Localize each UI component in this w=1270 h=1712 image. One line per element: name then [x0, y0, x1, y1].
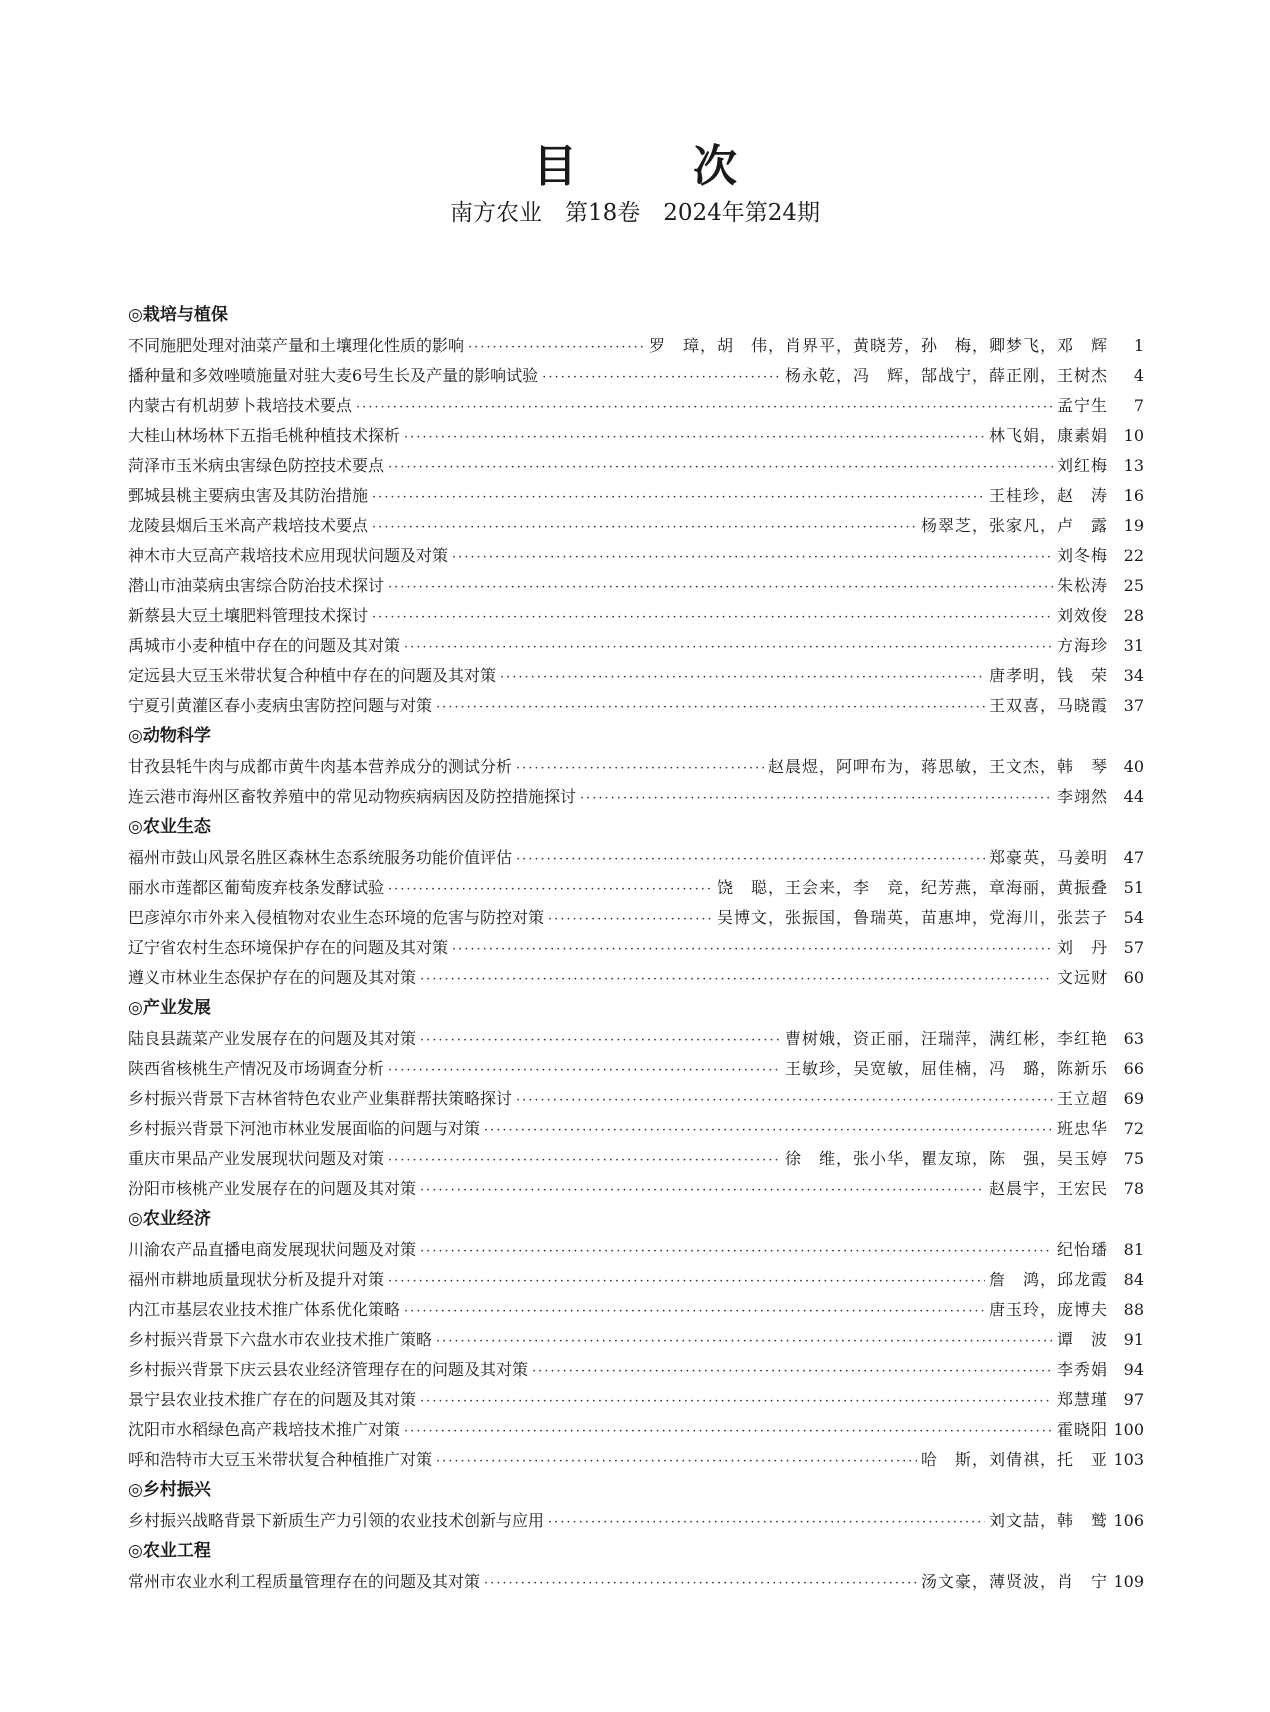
- toc-entry[interactable]: [128, 1174, 1144, 1204]
- article-authors: 唐孝明，钱 荣: [988, 666, 1108, 685]
- page-number: 88: [1123, 1300, 1144, 1319]
- dot-leader: [532, 1357, 1053, 1387]
- article-title: 陕西省核桃生产情况及市场调查分析: [128, 1059, 385, 1078]
- section-heading: ◎农业经济: [128, 1209, 211, 1229]
- page-number: 54: [1123, 908, 1144, 927]
- article-authors: 林飞娟，康素娟: [988, 426, 1108, 445]
- article-title: 甘孜县牦牛肉与成都市黄牛肉基本营养成分的测试分析: [128, 757, 513, 776]
- article-authors: 李秀娟: [1056, 1360, 1108, 1379]
- article-authors: 郑慧瑾: [1056, 1390, 1108, 1409]
- article-authors: 纪怡璠: [1056, 1240, 1108, 1259]
- toc-entry[interactable]: [128, 1325, 1144, 1355]
- toc-entry[interactable]: [128, 1385, 1144, 1415]
- dot-leader: [372, 513, 917, 543]
- page-number: 34: [1123, 666, 1144, 685]
- article-authors: 刘 丹: [1056, 938, 1108, 957]
- page-number: 44: [1123, 787, 1144, 806]
- dot-leader: [372, 603, 1053, 633]
- section-heading: ◎乡村振兴: [128, 1480, 211, 1500]
- dot-leader: [580, 784, 1053, 814]
- article-title: 巴彦淖尔市外来入侵植物对农业生态环境的危害与防控对策: [128, 908, 545, 927]
- dot-leader: [420, 1026, 781, 1056]
- page-number: 97: [1123, 1390, 1144, 1409]
- page-number: 84: [1123, 1270, 1144, 1289]
- page-number: 69: [1123, 1089, 1144, 1108]
- article-authors: 孟宁生: [1056, 396, 1108, 415]
- page-number: 81: [1123, 1240, 1144, 1259]
- article-title: 沈阳市水稻绿色高产栽培技术推广对策: [128, 1420, 401, 1439]
- article-title: 福州市鼓山风景名胜区森林生态系统服务功能价值评估: [128, 848, 513, 867]
- article-title: 菏泽市玉米病虫害绿色防控技术要点: [128, 456, 385, 475]
- dot-leader: [452, 543, 1053, 573]
- toc-entry[interactable]: [128, 963, 1144, 993]
- page-number: 51: [1123, 878, 1144, 897]
- dot-leader: [484, 1569, 917, 1599]
- page-number: 78: [1123, 1179, 1144, 1198]
- page-number: 103: [1113, 1450, 1144, 1469]
- toc-entry[interactable]: [128, 631, 1144, 661]
- article-title: 辽宁省农村生态环境保护存在的问题及其对策: [128, 938, 449, 957]
- article-authors: 王桂珍，赵 涛: [988, 486, 1108, 505]
- toc-entry[interactable]: [128, 541, 1144, 571]
- article-authors: 饶 聪，王会来，李 竞，纪芳燕，章海丽，黄振叠: [716, 878, 1108, 897]
- page-title: 目 次: [533, 141, 773, 192]
- dot-leader: [372, 483, 985, 513]
- section-heading: ◎栽培与植保: [128, 305, 228, 325]
- toc-entry[interactable]: [128, 331, 1144, 361]
- dot-leader: [420, 1387, 1053, 1417]
- article-authors: 李翊然: [1056, 787, 1108, 806]
- article-title: 乡村振兴战略背景下新质生产力引领的农业技术创新与应用: [128, 1511, 545, 1530]
- article-title: 呼和浩特市大豆玉米带状复合种植推广对策: [128, 1450, 433, 1469]
- article-authors: 杨翠芝，张家凡，卢 露: [920, 516, 1108, 535]
- article-authors: 哈 斯，刘倩祺，托 亚: [920, 1450, 1108, 1469]
- article-title: 乡村振兴背景下六盘水市农业技术推广策略: [128, 1330, 433, 1349]
- article-authors: 罗 璋，胡 伟，肖界平，黄晓芳，孙 梅，卿梦飞，邓 辉: [648, 336, 1108, 355]
- dot-leader: [468, 333, 645, 363]
- table-of-contents: [128, 300, 1144, 1597]
- article-title: 新蔡县大豆土壤肥料管理技术探讨: [128, 606, 369, 625]
- page-number: 40: [1123, 757, 1144, 776]
- article-title: 景宁县农业技术推广存在的问题及其对策: [128, 1390, 417, 1409]
- article-authors: 杨永乾，冯 辉，郜战宁，薛正刚，王树杰: [784, 366, 1108, 385]
- dot-leader: [436, 1447, 917, 1477]
- toc-entry[interactable]: [128, 903, 1144, 933]
- toc-entry[interactable]: [128, 661, 1144, 691]
- article-authors: 朱松涛: [1056, 576, 1108, 595]
- article-authors: 刘红梅: [1056, 456, 1108, 475]
- article-title: 福州市耕地质量现状分析及提升对策: [128, 1270, 385, 1289]
- toc-entry[interactable]: [128, 1084, 1144, 1114]
- toc-entry[interactable]: [128, 691, 1144, 721]
- article-title: 汾阳市核桃产业发展存在的问题及其对策: [128, 1179, 417, 1198]
- dot-leader: [404, 1417, 1053, 1447]
- dot-leader: [404, 633, 1053, 663]
- page-number: 16: [1123, 486, 1144, 505]
- page-number: 60: [1123, 968, 1144, 987]
- page-number: 37: [1123, 696, 1144, 715]
- dot-leader: [516, 845, 985, 875]
- article-title: 神木市大豆高产栽培技术应用现状问题及对策: [128, 546, 449, 565]
- toc-entry[interactable]: [128, 843, 1144, 873]
- article-authors: 刘文喆，韩 鹫: [988, 1511, 1108, 1530]
- article-authors: 徐 维，张小华，瞿友琼，陈 强，吴玉婷: [784, 1149, 1108, 1168]
- toc-entry[interactable]: [128, 1415, 1144, 1445]
- article-title: 连云港市海州区畜牧养殖中的常见动物疾病病因及防控措施探讨: [128, 787, 577, 806]
- article-title: 定远县大豆玉米带状复合种植中存在的问题及其对策: [128, 666, 497, 685]
- toc-entry[interactable]: [128, 391, 1144, 421]
- toc-entry[interactable]: [128, 571, 1144, 601]
- dot-leader: [436, 1327, 1053, 1357]
- article-title: 宁夏引黄灌区春小麦病虫害防控问题与对策: [128, 696, 433, 715]
- article-title: 川渝农产品直播电商发展现状问题及对策: [128, 1240, 417, 1259]
- article-authors: 谭 波: [1056, 1330, 1108, 1349]
- article-authors: 曹树娥，资正丽，汪瑞萍，满红彬，李红艳: [784, 1029, 1108, 1048]
- article-title: 禹城市小麦种植中存在的问题及其对策: [128, 636, 401, 655]
- toc-entry[interactable]: [128, 782, 1144, 812]
- toc-entry[interactable]: [128, 601, 1144, 631]
- article-title: 乡村振兴背景下河池市林业发展面临的问题与对策: [128, 1119, 481, 1138]
- article-authors: 汤文豪，薄贤波，肖 宁: [920, 1572, 1108, 1591]
- dot-leader: [548, 1508, 985, 1538]
- toc-entry[interactable]: [128, 1506, 1144, 1536]
- article-title: 重庆市果品产业发展现状问题及对策: [128, 1149, 385, 1168]
- toc-entry[interactable]: [128, 481, 1144, 511]
- article-authors: 刘效俊: [1056, 606, 1108, 625]
- page-number: 75: [1123, 1149, 1144, 1168]
- section-heading: ◎动物科学: [128, 726, 211, 746]
- dot-leader: [356, 393, 1053, 423]
- article-authors: 唐玉玲，庞博夫: [988, 1300, 1108, 1319]
- toc-entry[interactable]: [128, 1114, 1144, 1144]
- page-number: 22: [1123, 546, 1144, 565]
- toc-entry[interactable]: [128, 361, 1144, 391]
- toc-entry[interactable]: [128, 1265, 1144, 1295]
- article-authors: 班忠华: [1056, 1119, 1108, 1138]
- page-number: 91: [1123, 1330, 1144, 1349]
- dot-leader: [420, 965, 1053, 995]
- section-heading: ◎农业生态: [128, 817, 211, 837]
- page-number: 66: [1123, 1059, 1144, 1078]
- toc-entry[interactable]: [128, 1144, 1144, 1174]
- journal-issue-subtitle: 南方农业 第18卷 2024年第24期: [449, 200, 821, 226]
- article-title: 内蒙古有机胡萝卜栽培技术要点: [128, 396, 353, 415]
- toc-entry[interactable]: [128, 1235, 1144, 1265]
- article-authors: 王敏珍，吴宽敏，屈佳楠，冯 璐，陈新乐: [784, 1059, 1108, 1078]
- page-number: 1: [1133, 336, 1144, 355]
- dot-leader: [388, 875, 713, 905]
- article-authors: 王双喜，马晓霞: [988, 696, 1108, 715]
- article-authors: 詹 鸿，邱龙霞: [988, 1270, 1108, 1289]
- dot-leader: [420, 1176, 985, 1206]
- dot-leader: [388, 1267, 985, 1297]
- article-title: 陆良县蔬菜产业发展存在的问题及其对策: [128, 1029, 417, 1048]
- dot-leader: [516, 1086, 1053, 1116]
- dot-leader: [542, 363, 781, 393]
- dot-leader: [548, 905, 713, 935]
- toc-entry[interactable]: [128, 1355, 1144, 1385]
- dot-leader: [388, 1146, 781, 1176]
- article-title: 内江市基层农业技术推广体系优化策略: [128, 1300, 401, 1319]
- article-authors: 霍晓阳: [1056, 1420, 1108, 1439]
- article-authors: 文远财: [1056, 968, 1108, 987]
- dot-leader: [484, 1116, 1053, 1146]
- article-title: 乡村振兴背景下庆云县农业经济管理存在的问题及其对策: [128, 1360, 529, 1379]
- article-title: 遵义市林业生态保护存在的问题及其对策: [128, 968, 417, 987]
- article-authors: 王立超: [1056, 1089, 1108, 1108]
- article-authors: 吴博文，张振国，鲁瑞英，苗惠坤，党海川，张芸子: [716, 908, 1108, 927]
- page-number: 47: [1123, 848, 1144, 867]
- section-heading: ◎农业工程: [128, 1541, 211, 1561]
- dot-leader: [388, 573, 1053, 603]
- toc-entry[interactable]: [128, 451, 1144, 481]
- dot-leader: [404, 423, 985, 453]
- article-title: 播种量和多效唑喷施量对驻大麦6号生长及产量的影响试验: [128, 366, 539, 385]
- toc-entry[interactable]: [128, 1024, 1144, 1054]
- dot-leader: [388, 453, 1053, 483]
- dot-leader: [516, 754, 764, 784]
- dot-leader: [420, 1237, 1053, 1267]
- article-authors: 赵晨煜，阿呷布为，蒋思敏，王文杰，韩 琴: [767, 757, 1108, 776]
- article-authors: 刘冬梅: [1056, 546, 1108, 565]
- toc-entry[interactable]: [128, 421, 1144, 451]
- article-title: 潜山市油菜病虫害综合防治技术探讨: [128, 576, 385, 595]
- page-number: 31: [1123, 636, 1144, 655]
- article-title: 不同施肥处理对油菜产量和土壤理化性质的影响: [128, 336, 465, 355]
- page-number: 57: [1123, 938, 1144, 957]
- page-number: 106: [1113, 1511, 1144, 1530]
- toc-entry[interactable]: [128, 1567, 1144, 1597]
- dot-leader: [404, 1297, 985, 1327]
- page-number: 100: [1113, 1420, 1144, 1439]
- page-number: 7: [1133, 396, 1144, 415]
- page-number: 63: [1123, 1029, 1144, 1048]
- dot-leader: [436, 693, 985, 723]
- toc-entry[interactable]: [128, 752, 1144, 782]
- page-number: 94: [1123, 1360, 1144, 1379]
- article-title: 龙陵县烟后玉米高产栽培技术要点: [128, 516, 369, 535]
- article-authors: 郑豪英，马姜明: [988, 848, 1108, 867]
- page-number: 25: [1123, 576, 1144, 595]
- article-authors: 方海珍: [1056, 636, 1108, 655]
- page-number: 109: [1113, 1572, 1144, 1591]
- toc-entry[interactable]: [128, 1054, 1144, 1084]
- article-title: 丽水市莲都区葡萄废弃枝条发酵试验: [128, 878, 385, 897]
- article-title: 鄄城县桃主要病虫害及其防治措施: [128, 486, 369, 505]
- dot-leader: [452, 935, 1053, 965]
- page-number: 10: [1123, 426, 1144, 445]
- toc-entry[interactable]: [128, 511, 1144, 541]
- toc-entry[interactable]: [128, 1445, 1144, 1475]
- toc-entry[interactable]: [128, 873, 1144, 903]
- toc-entry[interactable]: [128, 1295, 1144, 1325]
- dot-leader: [500, 663, 985, 693]
- page-number: 72: [1123, 1119, 1144, 1138]
- page-number: 13: [1123, 456, 1144, 475]
- article-title: 常州市农业水利工程质量管理存在的问题及其对策: [128, 1572, 481, 1591]
- section-heading: ◎产业发展: [128, 998, 211, 1018]
- article-authors: 赵晨宇，王宏民: [988, 1179, 1108, 1198]
- page-number: 28: [1123, 606, 1144, 625]
- dot-leader: [388, 1056, 781, 1086]
- toc-entry[interactable]: [128, 933, 1144, 963]
- article-title: 大桂山林场林下五指毛桃种植技术探析: [128, 426, 401, 445]
- article-title: 乡村振兴背景下吉林省特色农业产业集群帮扶策略探讨: [128, 1089, 513, 1108]
- page-number: 19: [1123, 516, 1144, 535]
- page-number: 4: [1133, 366, 1144, 385]
